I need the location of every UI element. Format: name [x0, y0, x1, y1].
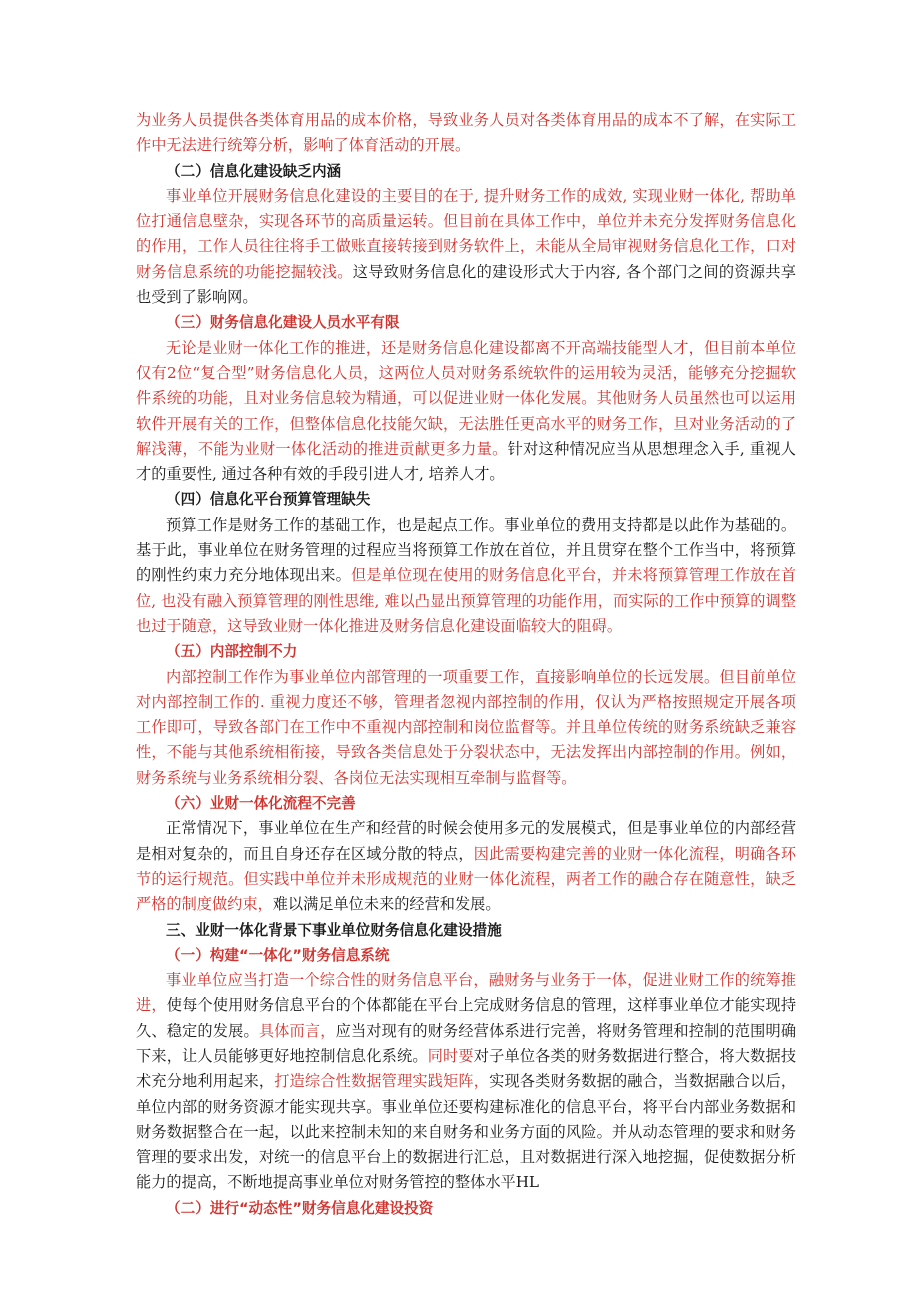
body-paragraph [136, 184, 796, 310]
body-paragraph [136, 513, 796, 639]
text-run: 同时要 [427, 1046, 474, 1065]
text-run: 无论是业财一体化工作的推进，还是财务信息化建设都离不开高端技能型人才，但目前本单位仅有2位“复合型”财务信息化人员，这两位人员对财务系统软件的运用较为灵活，能够充分挖掘软件系统的功能，且对业务信息较为精通，可以促进业财一体化发展。其他财务人员虽然也可以运用软件开展有关的工作，但整体信息化技能欠缺，无法胜任更高水平的财务工作，旦对业务活动的了解浅薄，不能为业财一体化活动的推进贡献更多力量。 [136, 338, 796, 458]
text-run: 对子单位各类的财务数据进行整合，将大数据技术充分地利用起来， [136, 1046, 797, 1091]
section-heading [136, 791, 796, 816]
section-heading [136, 943, 796, 968]
text-run: 内部控制工作作为事业单位内部管理的一项重要工作，直接影响单位的长远发展。但目前单位对内部控制工作的. 重视力度还不够，管理者忽视内部控制的作用，仅认为严格按照规定开展各项工作即可，导致各部门在工作中不重视内部控制和岗位监督等。并且单位传统的财务系统缺乏兼容性，不能与其他系统相衔接，导致各类信息处于分裂状态中，无法发挥出内部控制的作用。例如，财务系统与业务系统相分裂、各岗位无法实现相互牵制与监督等。 [136, 667, 796, 787]
text-run: 具体而言， [258, 1021, 336, 1040]
section-heading [136, 918, 796, 943]
text-run: 正常情况下，事业单位在生产和经营的时候会使用多元的发展模式，但是事业单位的内部经营是相对复杂的，而且自身还存在区域分散的特点， [136, 819, 796, 863]
text-run: （二）信息化建设缺乏内涵 [166, 162, 342, 180]
text-run: 但是单位现在使用的财务信息化平台，并未将预算管理工作放在首位, 也没有融入预算管理的刚性思维, 难以凸显出预算管理的功能作用，而实际的工作中预算的调整也过于随意，这导致业财一体化推进及财务信息化建设面临较大的阻碍。 [136, 566, 797, 635]
text-run: 针对这种情况应当从思想理念入手, 重视人才的重要性, 通过各种有效的手段引进人才, 培养人才。 [136, 439, 796, 484]
text-run: 事业单位应当打造一个综合性的财务信息平台，融财务与业务于一体，促进业财工作的统筹推进， [136, 971, 796, 1015]
text-run: 因此需要构建完善的业财一体化流程，明确各环节的运行规范。但实践中单位并未形成规范的业财一体化流程，两者工作的融合存在随意性，缺乏严格的制度做约束， [136, 844, 797, 914]
body-paragraph [136, 336, 796, 488]
body-paragraph [136, 108, 796, 159]
body-paragraph [136, 968, 796, 1196]
text-run: （四）信息化平台预算管理缺失 [166, 491, 371, 509]
body-paragraph [136, 816, 796, 917]
text-run: （三）财务信息化建设人员水平有限 [166, 314, 400, 332]
text-run: 难以满足单位未来的经营和发展。 [272, 895, 501, 914]
text-run: 应当对现有的财务经营体系进行完善，将财务管理和控制的范围明确下来，让人员能够更好地控制信息化系统。 [136, 1021, 797, 1065]
document-page [136, 108, 796, 1221]
text-run: 使每个使用财务信息平台的个体都能在平台上完成财务信息的管理，这样事业单位才能实现持久、稳定的发展。 [136, 996, 797, 1040]
text-run: 打造综合性数据管理实践矩阵， [274, 1072, 490, 1091]
text-run: 事业单位开展财务信息化建设的主要目的在于, 提升财务工作的成效, 实现业财一体化, 帮助单位打通信息壁杂，实现各环节的高质量运转。但目前在具体工作中，单位并未充分发挥财务信息化的作用，工作人员往往将手工做账直接转接到财务软件上，未能从全局审视财务信息化工作，口对财务信息系统的功能挖掘较浅。 [136, 186, 796, 281]
text-run: 这导致财务信息化的建设形式大于内容, 各个部门之间的资源共享也受到了影响网。 [136, 262, 796, 307]
text-run: 预算工作是财务工作的基础工作，也是起点工作。事业单位的费用支持都是以此作为基础的。基于此，事业单位在财务管理的过程应当将预算工作放在首位，并且贯穿在整个工作当中，将预算的刚性约束力充分地体现出来。 [136, 515, 796, 585]
section-heading [136, 639, 796, 664]
text-run: （五）内部控制不力 [166, 643, 298, 661]
body-paragraph [136, 665, 796, 791]
section-heading [136, 487, 796, 512]
text-run: 为业务人员提供各类体育用品的成本价格，导致业务人员对各类体育用品的成本不了解，在实际工作中无法进行统筹分析，影响了体育活动的开展。 [136, 111, 796, 155]
text-run: 三、业财一体化背景下事业单位财务信息化建设措施 [166, 921, 502, 939]
section-heading [136, 310, 796, 335]
text-run: 实现各类财务数据的融合，当数据融合以后，单位内部的财务资源才能实现共享。事业单位还要构建标准化的信息平台，将平台内部业务数据和财务数据整合在一起，以此来控制未知的来自财务和业务方面的风险。并从动态管理的要求和财务管理的要求出发，对统一的信息平台上的数据进行汇总，且对数据进行深入地挖掘，促使数据分析能力的提高，不断地提高事业单位对财务管控的整体水平HL [136, 1072, 797, 1192]
text-run: （一）构建“一体化”财务信息系统 [166, 946, 390, 964]
text-run: （六）业财一体化流程不完善 [166, 795, 356, 813]
section-heading [136, 159, 796, 184]
section-heading [136, 1196, 796, 1221]
text-run: （二）进行“动态性”财务信息化建设投资 [166, 1199, 434, 1217]
